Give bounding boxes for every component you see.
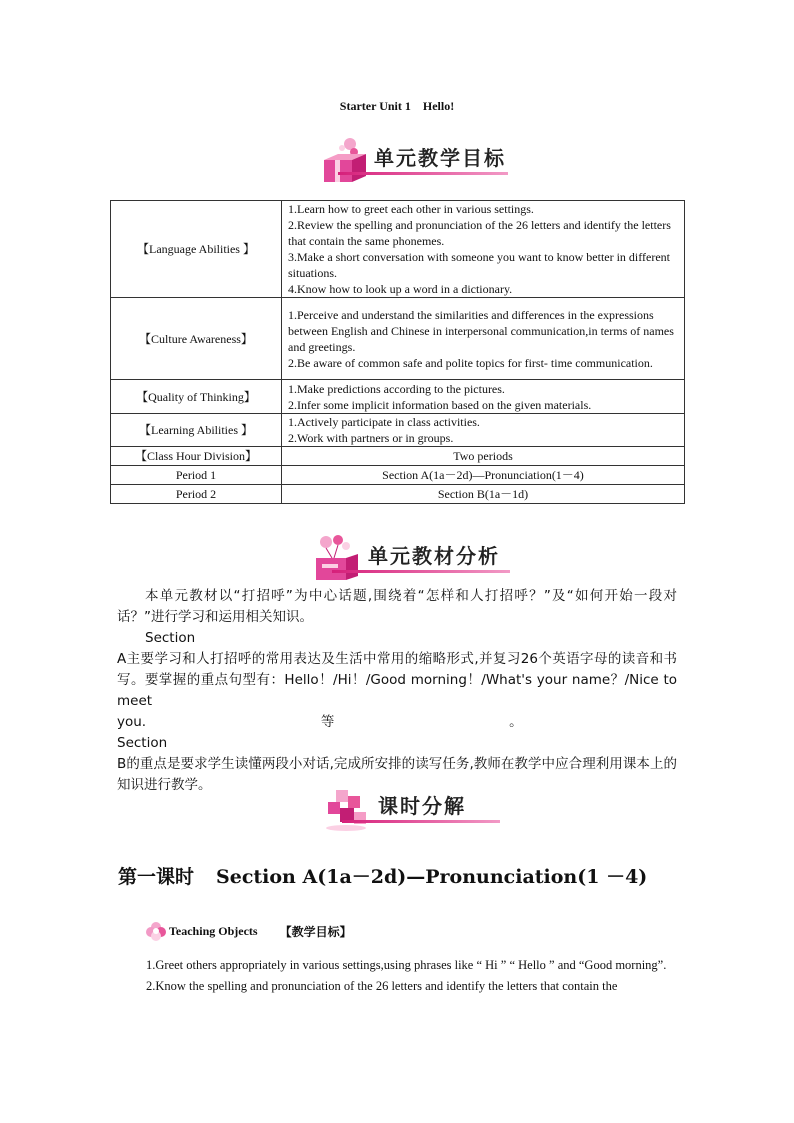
banner-underline: [332, 570, 510, 573]
flower-icon: [145, 920, 167, 942]
table-row: [111, 380, 685, 414]
banner-label: 课时分解: [378, 794, 466, 818]
row-content: Two periods: [282, 447, 685, 466]
content-line: 4.Know how to look up a word in a dictionary.: [288, 282, 513, 296]
section-banner-goals: [318, 128, 508, 190]
row-label: Period 1: [111, 466, 282, 485]
row-label: 【Language Abilities 】: [111, 201, 282, 298]
row-content: [282, 298, 685, 380]
table-row: [111, 414, 685, 447]
period-label: 第一课时: [118, 866, 195, 888]
text-span: 。: [509, 714, 523, 730]
row-content: Section B(1a－1d): [282, 485, 685, 504]
lesson-heading: [118, 862, 647, 889]
teaching-objects-en: Teaching Objects: [169, 923, 258, 938]
section-label: Section: [145, 630, 196, 646]
row-content: [282, 380, 685, 414]
analysis-text: [117, 586, 677, 796]
banner-label: 单元教学目标: [374, 146, 506, 170]
table-row: [111, 201, 685, 298]
content-line: 1.Learn how to greet each other in various settings.: [288, 202, 534, 216]
paragraph: B的重点是要求学生读懂两段小对话,完成所安排的读写任务,教师在教学中应合理利用课本上的知识进行教学。: [117, 756, 677, 793]
table-row: [111, 298, 685, 380]
row-label: 【Class Hour Division】: [111, 447, 282, 466]
section-banner-analysis: [312, 526, 510, 588]
row-content: [282, 201, 685, 298]
banner-underline: [338, 172, 508, 175]
content-line: 1.Perceive and understand the similarities and differences in the expressions between English and Chinese in interpersonal communication,in terms of names and greetings.: [288, 307, 674, 354]
banner-underline: [342, 820, 500, 823]
gift-box-icon: [318, 136, 366, 184]
text-span: you.: [117, 714, 147, 730]
table-row: [111, 485, 685, 504]
text-span: Section: [117, 735, 168, 751]
objective-item: 2.Know the spelling and pronunciation of the 26 letters and identify the letters that contain the: [146, 979, 618, 993]
lesson-title: Section A(1a－2d)—Pronunciation(1 －4): [216, 866, 648, 888]
row-label: Period 2: [111, 485, 282, 504]
content-line: 2.Infer some implicit information based on the given materials.: [288, 397, 592, 412]
teaching-objects-cn: 【教学目标】: [279, 924, 352, 939]
row-content: [282, 414, 685, 447]
table-row: [111, 447, 685, 466]
objectives-table: [110, 200, 685, 504]
row-label: 【Learning Abilities 】: [111, 414, 282, 447]
content-line: 3.Make a short conversation with someone you want to know better in different situations.: [288, 250, 671, 280]
paragraph-line: [117, 712, 677, 754]
paragraph: A主要学习和人打招呼的常用表达及生活中常用的缩略形式,并复习26个英语字母的读音和书写。要掌握的重点句型有：Hello！/Hi！/Good morning！/What's your name？/Nice to meet: [117, 651, 677, 709]
page-title: Starter Unit 1 Hello!: [339, 99, 455, 113]
content-line: 1.Make predictions according to the pictures.: [288, 381, 505, 396]
row-label: 【Quality of Thinking】: [111, 380, 282, 414]
paragraph: 本单元教材以“打招呼”为中心话题,围绕着“怎样和人打招呼？”及“如何开始一段对话？”进行学习和运用相关知识。: [117, 588, 677, 625]
row-content: Section A(1a－2d)—Pronunciation(1－4): [282, 466, 685, 485]
blocks-icon: [322, 784, 370, 832]
lesson-objectives: [118, 955, 678, 997]
content-line: 2.Review the spelling and pronunciation of the 26 letters and identify the letters that contain the same phonemes.: [288, 218, 671, 248]
objective-item: 1.Greet others appropriately in various settings,using phrases like “ Hi ” “ Hello ” and “Good morning”.: [146, 958, 667, 972]
balloon-box-icon: [312, 534, 360, 582]
text-span: 等: [320, 714, 335, 730]
content-line: 1.Actively participate in class activities.: [288, 415, 480, 429]
row-label: 【Culture Awareness】: [111, 298, 282, 380]
table-row: [111, 466, 685, 485]
section-banner-breakdown: [322, 776, 500, 838]
banner-label: 单元教材分析: [368, 544, 500, 568]
content-line: 2.Be aware of common safe and polite topics for first- time communication.: [288, 355, 653, 370]
teaching-objects-heading: [145, 918, 352, 944]
content-line: 2.Work with partners or in groups.: [288, 431, 454, 445]
